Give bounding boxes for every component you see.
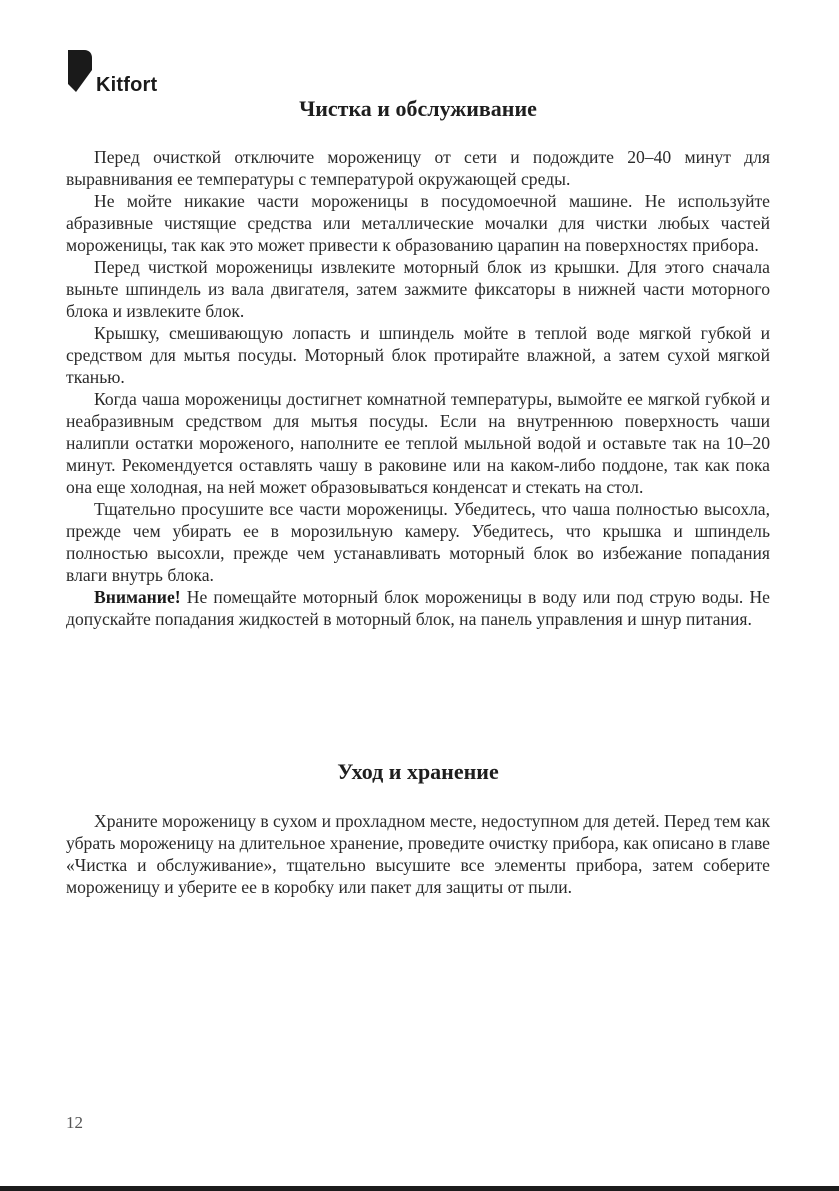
warning-paragraph xyxy=(66,586,770,630)
section-title-storage: Уход и хранение xyxy=(337,759,499,784)
storage-section-body xyxy=(66,810,770,898)
warning-label: Внимание! xyxy=(94,587,181,607)
paragraph: Когда чаша мороженицы достигнет комнатной температуры, вымойте ее мягкой губкой и неабразивным средством для мытья посуды. Если на внутреннюю поверхность чаши налипли остатки мороженого, наполните ее теплой мыльной водой и оставьте так на 10–20 минут. Рекомендуется оставлять чашу в раковине или на каком-либо поддоне, так как пока она еще холодная, на ней может образовываться конденсат и стекать на стол. xyxy=(66,389,770,497)
paragraph: Храните мороженицу в сухом и прохладном месте, недоступном для детей. Перед тем как убрать мороженицу на длительное хранение, проведите очистку прибора, как описано в главе «Чистка и обслуживание», тщательно высушите все элементы прибора, затем соберите мороженицу и уберите ее в коробку или пакет для защиты от пыли. xyxy=(66,811,770,897)
warning-text: Не помещайте моторный блок мороженицы в воду или под струю воды. Не допускайте попадания жидкостей в моторный блок, на панель управления и шнур питания. xyxy=(66,587,770,629)
page-number: 12 xyxy=(66,1113,83,1132)
section-title-cleaning: Чистка и обслуживание xyxy=(299,96,537,121)
kitfort-logo-icon xyxy=(66,48,96,96)
paragraph: Крышку, смешивающую лопасть и шпиндель мойте в теплой воде мягкой губкой и средством для мытья посуды. Моторный блок протирайте влажной, а затем сухой мягкой тканью. xyxy=(66,323,770,387)
paragraph: Перед очисткой отключите мороженицу от сети и подождите 20–40 минут для выравнивания ее температуры с температурой окружающей среды. xyxy=(66,147,770,189)
paragraph: Не мойте никакие части мороженицы в посудомоечной машине. Не используйте абразивные чистящие средства или металлические мочалки для чистки любых частей мороженицы, так как это может привести к образованию царапин на поверхностях прибора. xyxy=(66,191,770,255)
brand-logo xyxy=(66,48,206,98)
brand-name: Kitfort xyxy=(96,74,158,96)
cleaning-section-body xyxy=(66,146,770,630)
page-bottom-edge xyxy=(0,1186,839,1191)
paragraph: Перед чисткой мороженицы извлеките моторный блок из крышки. Для этого сначала выньте шпиндель из вала двигателя, затем зажмите фиксаторы в нижней части моторного блока и извлеките блок. xyxy=(66,257,770,321)
paragraph: Тщательно просушите все части мороженицы. Убедитесь, что чаша полностью высохла, прежде чем убирать ее в морозильную камеру. Убедитесь, что крышка и шпиндель полностью высохли, прежде чем устанавливать моторный блок во избежание попадания влаги внутрь блока. xyxy=(66,499,770,585)
